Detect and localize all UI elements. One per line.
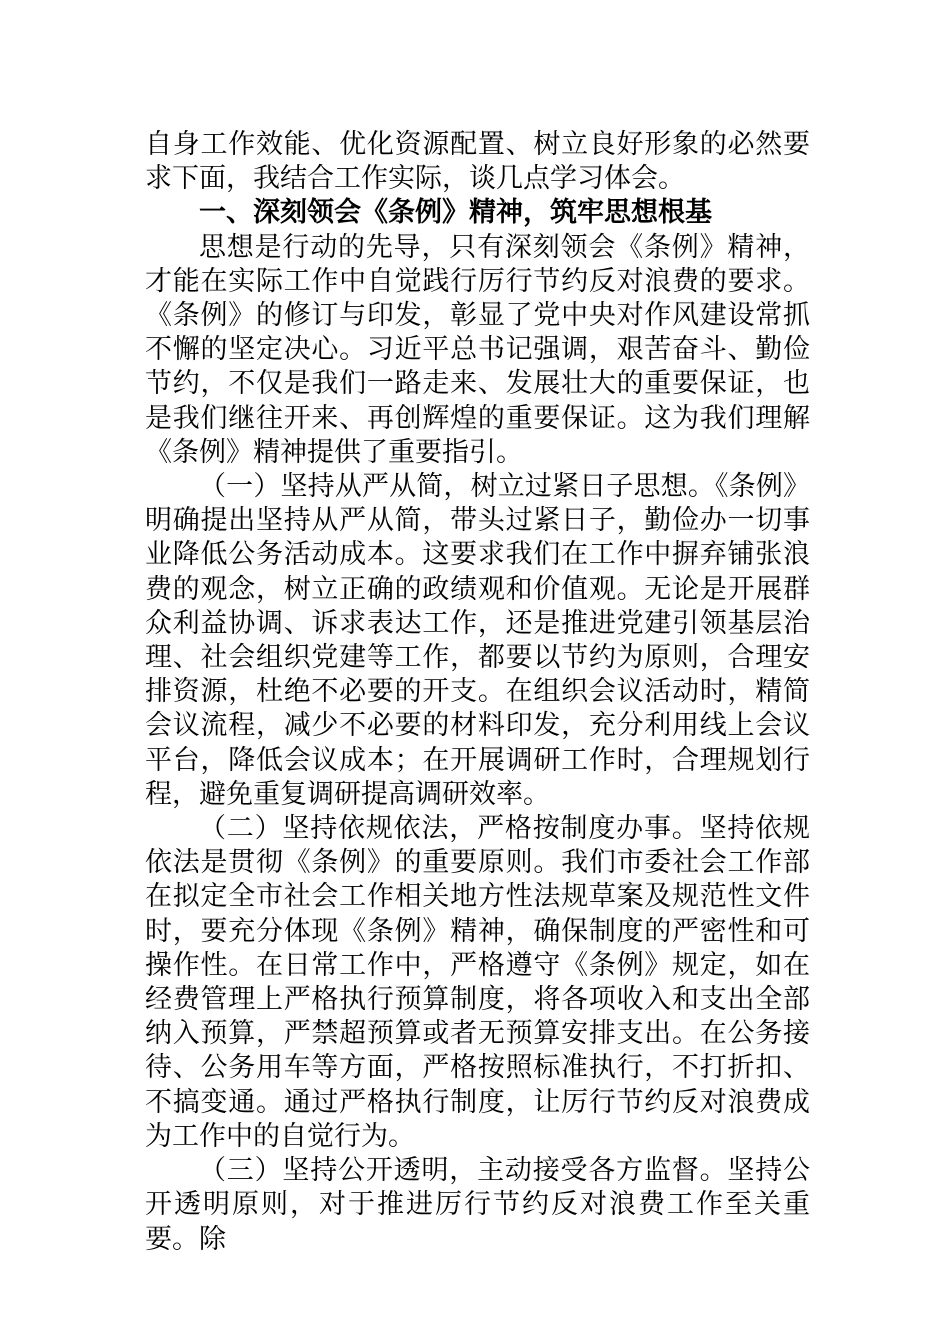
paragraph-intro-continuation: 自身工作效能、优化资源配置、树立良好形象的必然要求下面，我结合工作实际，谈几点学习体会。	[145, 129, 810, 195]
paragraph-point-2: （二）坚持依规依法，严格按制度办事。坚持依规依法是贯彻《条例》的重要原则。我们市委社会工作部在拟定全市社会工作相关地方性法规草案及规范性文件时，要充分体现《条例》精神，确保制度的严密性和可操作性。在日常工作中，严格遵守《条例》规定，如在经费管理上严格执行预算制度，将各项收入和支出全部纳入预算，严禁超预算或者无预算安排支出。在公务接待、公务用车等方面，严格按照标准执行，不打折扣、不搞变通。通过严格执行制度，让厉行节约反对浪费成为工作中的自觉行为。	[145, 813, 810, 1152]
document-body	[145, 128, 810, 1257]
paragraph-point-1: （一）坚持从严从简，树立过紧日子思想。《条例》明确提出坚持从严从简，带头过紧日子，勤俭办一切事业降低公务活动成本。这要求我们在工作中摒弃铺张浪费的观念，树立正确的政绩观和价值观。无论是开展群众利益协调、诉求表达工作，还是推进党建引领基层治理、社会组织党建等工作，都要以节约为原则，合理安排资源，杜绝不必要的开支。在组织会议活动时，精简会议流程，减少不必要的材料印发，充分利用线上会议平台，降低会议成本；在开展调研工作时，合理规划行程，避免重复调研提高调研效率。	[145, 471, 810, 810]
section-heading-1: 一、深刻领会《条例》精神，筑牢思想根基	[199, 197, 712, 229]
paragraph-section-1-intro: 思想是行动的先导，只有深刻领会《条例》精神，才能在实际工作中自觉践行厉行节约反对浪费的要求。《条例》的修订与印发，彰显了党中央对作风建设常抓不懈的坚定决心。习近平总书记强调，艰苦奋斗、勤俭节约，不仅是我们一路走来、发展壮大的重要保证，也是我们继往开来、再创辉煌的重要保证。这为我们理解《条例》精神提供了重要指引。	[145, 231, 810, 468]
paragraph-point-3: （三）坚持公开透明，主动接受各方监督。坚持公开透明原则，对于推进厉行节约反对浪费工作至关重要。除	[145, 1155, 810, 1255]
